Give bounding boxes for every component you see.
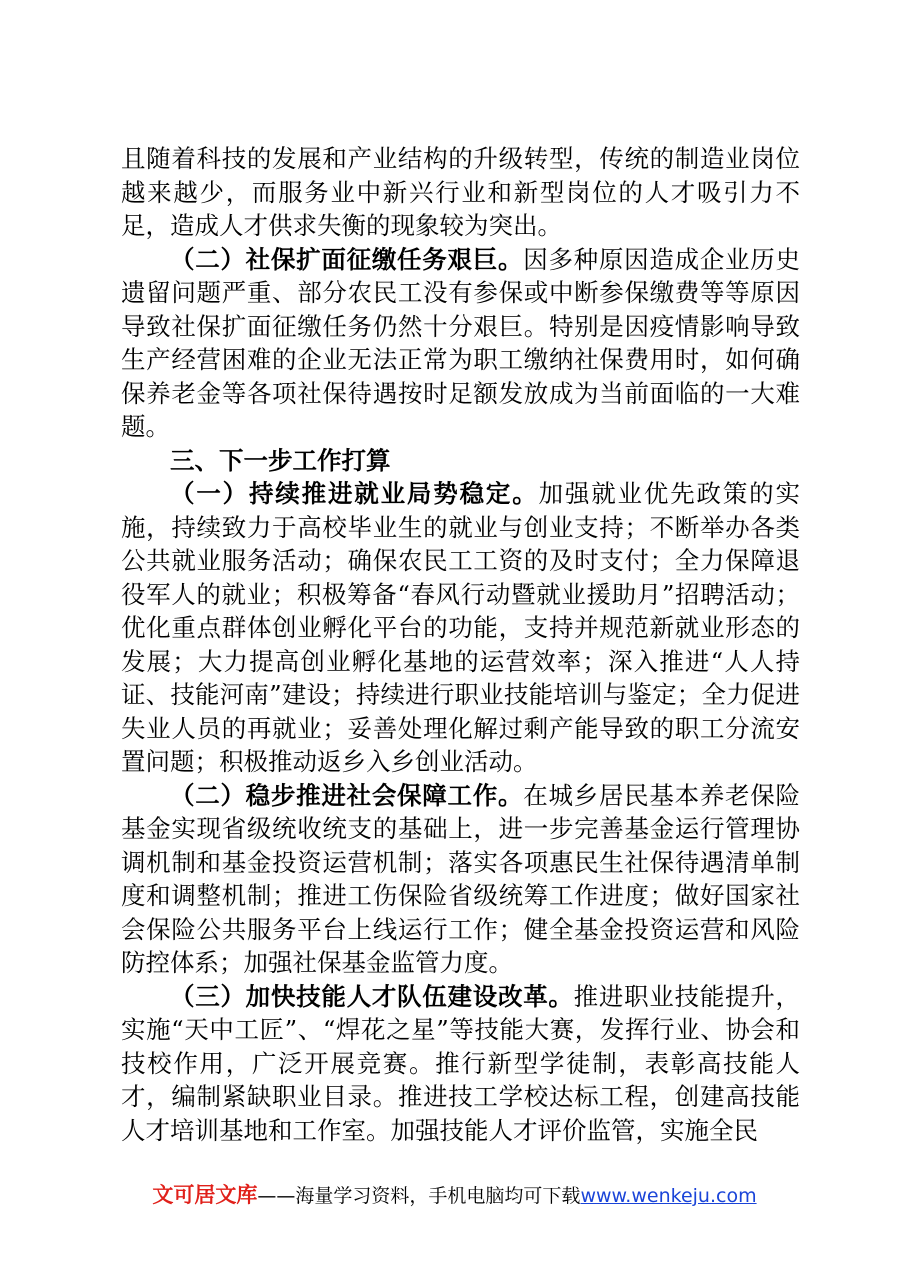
paragraph-text: 在城乡居民基本养老保险基金实现省级统收统支的基础上，进一步完善基金运行管理协调机制和基金投资运营机制；落实各项惠民生社保待遇清单制度和调整机制；推进工伤保险省级统筹工作进度；做好国家社会保险公共服务平台上线运行工作；健全基金投资运营和风险防控体系；加强社保基金监管力度。	[121, 780, 801, 977]
paragraph-social-security	[121, 779, 800, 980]
paragraph-lead: （二）社保扩面征缴任务艰巨。	[170, 244, 524, 274]
paragraph-employment	[121, 477, 800, 779]
paragraph-text: 因多种原因造成企业历史遗留问题严重、部分农民工没有参保或中断参保缴费等等原因导致社保扩面征缴任务仍然十分艰巨。特别是因疫情影响导致生产经营困难的企业无法正常为职工缴纳社保费用时，如何确保养老金等各项社保待遇按时足额发放成为当前面临的一大难题。	[121, 244, 801, 441]
paragraph-text: 加强就业优先政策的实施，持续致力于高校毕业生的就业与创业支持；不断举办各类公共就业服务活动；确保农民工工资的及时支付；全力保障退役军人的就业；积极筹备“春风行动暨就业援助月”招聘活动；优化重点群体创业孵化平台的功能，支持并规范新就业形态的发展；大力提高创业孵化基地的运营效率；深入推进“人人持证、技能河南”建设；持续进行职业技能培训与鉴定；全力促进失业人员的再就业；妥善处理化解过剩产能导致的职工分流安置问题；积极推动返乡入乡创业活动。	[121, 479, 801, 776]
paragraph-lead: （二）稳步推进社会保障工作。	[170, 780, 524, 810]
section-heading: 三、下一步工作打算	[170, 445, 391, 475]
document-body	[121, 142, 800, 1147]
paragraph-text: 且随着科技的发展和产业结构的升级转型，传统的制造业岗位越来越少，而服务业中新兴行业和新型岗位的人才吸引力不足，造成人才供求失衡的现象较为突出。	[121, 144, 800, 240]
footer-site-link[interactable]: www.wenkeju.com	[580, 1185, 757, 1207]
paragraph-lead: （一）持续推进就业局势稳定。	[170, 479, 539, 508]
page-footer	[0, 1182, 909, 1209]
footer-slogan: ——海量学习资料，手机电脑均可下载	[257, 1185, 581, 1207]
paragraph-social-insurance-difficulty	[121, 243, 800, 444]
paragraph-text: 推进职业技能提升，实施“天中工匠”、“焊花之星”等技能大赛，发挥行业、协会和技校作用，广泛开展竞赛。推行新型学徒制，表彰高技能人才，编制紧缺职业目录。推进技工学校达标工程，创建高技能人才培训基地和工作室。加强技能人才评价监管，实施全民	[121, 981, 801, 1145]
paragraph-continuation	[121, 142, 800, 243]
paragraph-lead: （三）加快技能人才队伍建设改革。	[170, 981, 574, 1011]
paragraph-skilled-talent	[121, 980, 800, 1148]
footer-brand: 文可居文库	[152, 1183, 258, 1207]
